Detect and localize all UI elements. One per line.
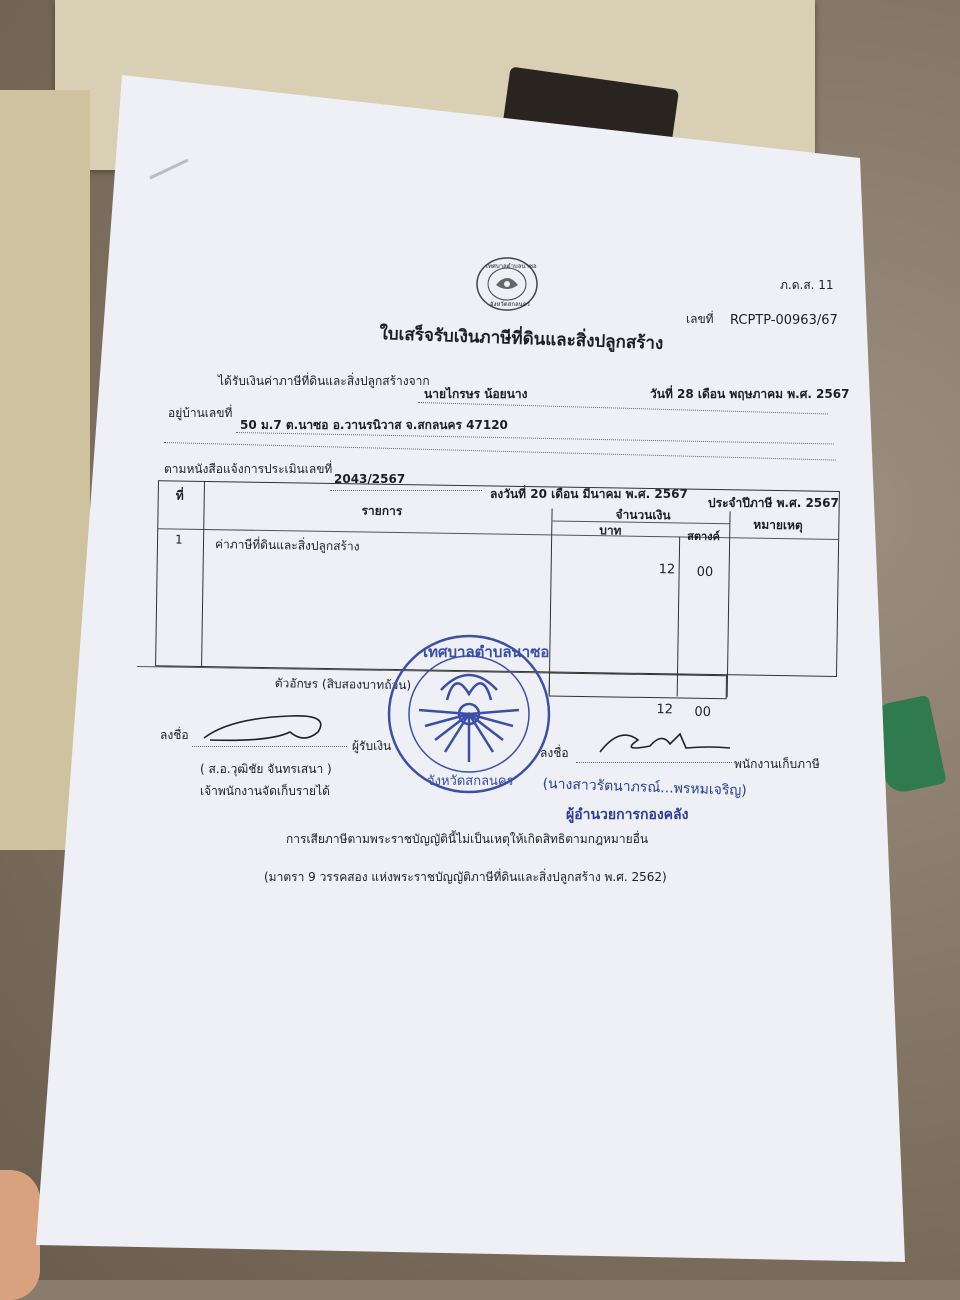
collector-signature <box>590 722 740 762</box>
municipal-emblem <box>474 255 540 313</box>
col-header-item: รายการ <box>361 503 403 519</box>
footer-line1: การเสียภาษีตามพระราชบัญญัตินี้ไม่เป็นเหตุให้เกิดสิทธิตามกฎหมายอื่น <box>286 832 649 846</box>
col-header-no: ที่ <box>175 488 184 503</box>
total-baht: 12 <box>656 702 674 718</box>
address-label: อยู่บ้านเลขที่ <box>168 406 233 420</box>
emblem-top-text: เทศบาลตำบลนาซอ <box>486 263 537 270</box>
col-header-baht: บาท <box>599 523 622 538</box>
collector-sign-line <box>576 762 732 763</box>
collector-position: ผู้อำนวยการกองคลัง <box>566 807 689 823</box>
assessment-label: ตามหนังสือแจ้งการประเมินเลขที่ <box>164 462 333 476</box>
assessment-date: ลงวันที่ 20 เดือน มีนาคม พ.ศ. 2567 <box>490 487 688 501</box>
total-satang: 00 <box>694 704 712 720</box>
official-stamp <box>385 630 553 798</box>
receiver-signature <box>190 708 340 748</box>
receiver-position: เจ้าพนักงานจัดเก็บรายได้ <box>200 784 330 798</box>
payer-name: นายไกรษร น้อยนาง <box>424 387 528 401</box>
col-header-satang: สตางค์ <box>687 529 721 544</box>
receiver-role: ผู้รับเงิน <box>352 739 392 753</box>
sign-label-right: ลงชื่อ <box>540 746 569 760</box>
total-cell <box>549 672 727 699</box>
row-satang: 00 <box>696 564 714 581</box>
receipt-date: วันที่ 28 เดือน พฤษภาคม พ.ศ. 2567 <box>650 387 850 401</box>
tax-year: ประจำปีภาษี พ.ศ. 2567 <box>708 496 839 510</box>
col-header-note: หมายเหตุ <box>753 517 803 533</box>
receipt-title: ใบเสร็จรับเงินภาษีที่ดินและสิ่งปลูกสร้าง <box>379 323 664 354</box>
assessment-number: 2043/2567 <box>334 472 406 486</box>
collector-name: (นางสาวรัตนาภรณ์...พรหมเจริญ) <box>542 775 748 800</box>
emblem-bottom-text: จังหวัดสกลนคร <box>490 301 530 308</box>
collector-role: พนักงานเก็บภาษี <box>734 757 820 771</box>
amount-in-words: ตัวอักษร (สิบสองบาทถ้วน) <box>274 676 412 693</box>
footer-line2: (มาตรา 9 วรรคสอง แห่งพระราชบัญญัติภาษีที่ดินและสิ่งปลูกสร้าง พ.ศ. 2562) <box>264 870 667 884</box>
form-code: ภ.ด.ส. 11 <box>780 278 834 292</box>
col-header-amount: จำนวนเงิน <box>615 507 671 523</box>
received-from-label: ได้รับเงินค่าภาษีที่ดินและสิ่งปลูกสร้างจาก <box>218 374 430 388</box>
address-value: 50 ม.7 ต.นาซอ อ.วานรนิวาส จ.สกลนคร 47120 <box>240 418 508 432</box>
stamp-bottom-text: จังหวัดสกลนคร <box>427 774 514 789</box>
receipt-number-label: เลขที่ <box>686 312 714 326</box>
row-item: ค่าภาษีที่ดินและสิ่งปลูกสร้าง <box>214 537 360 554</box>
stamp-top-text: เทศบาลตำบลนาซอ <box>423 643 550 661</box>
receiver-name: ( ส.อ.วุฒิชัย จันทรเสนา ) <box>200 762 332 776</box>
row-no: 1 <box>174 532 183 547</box>
receipt-number: RCPTP-00963/67 <box>730 313 838 328</box>
row-baht: 12 <box>658 562 676 578</box>
sign-label-left: ลงชื่อ <box>160 728 189 742</box>
receiver-sign-line <box>192 746 347 747</box>
